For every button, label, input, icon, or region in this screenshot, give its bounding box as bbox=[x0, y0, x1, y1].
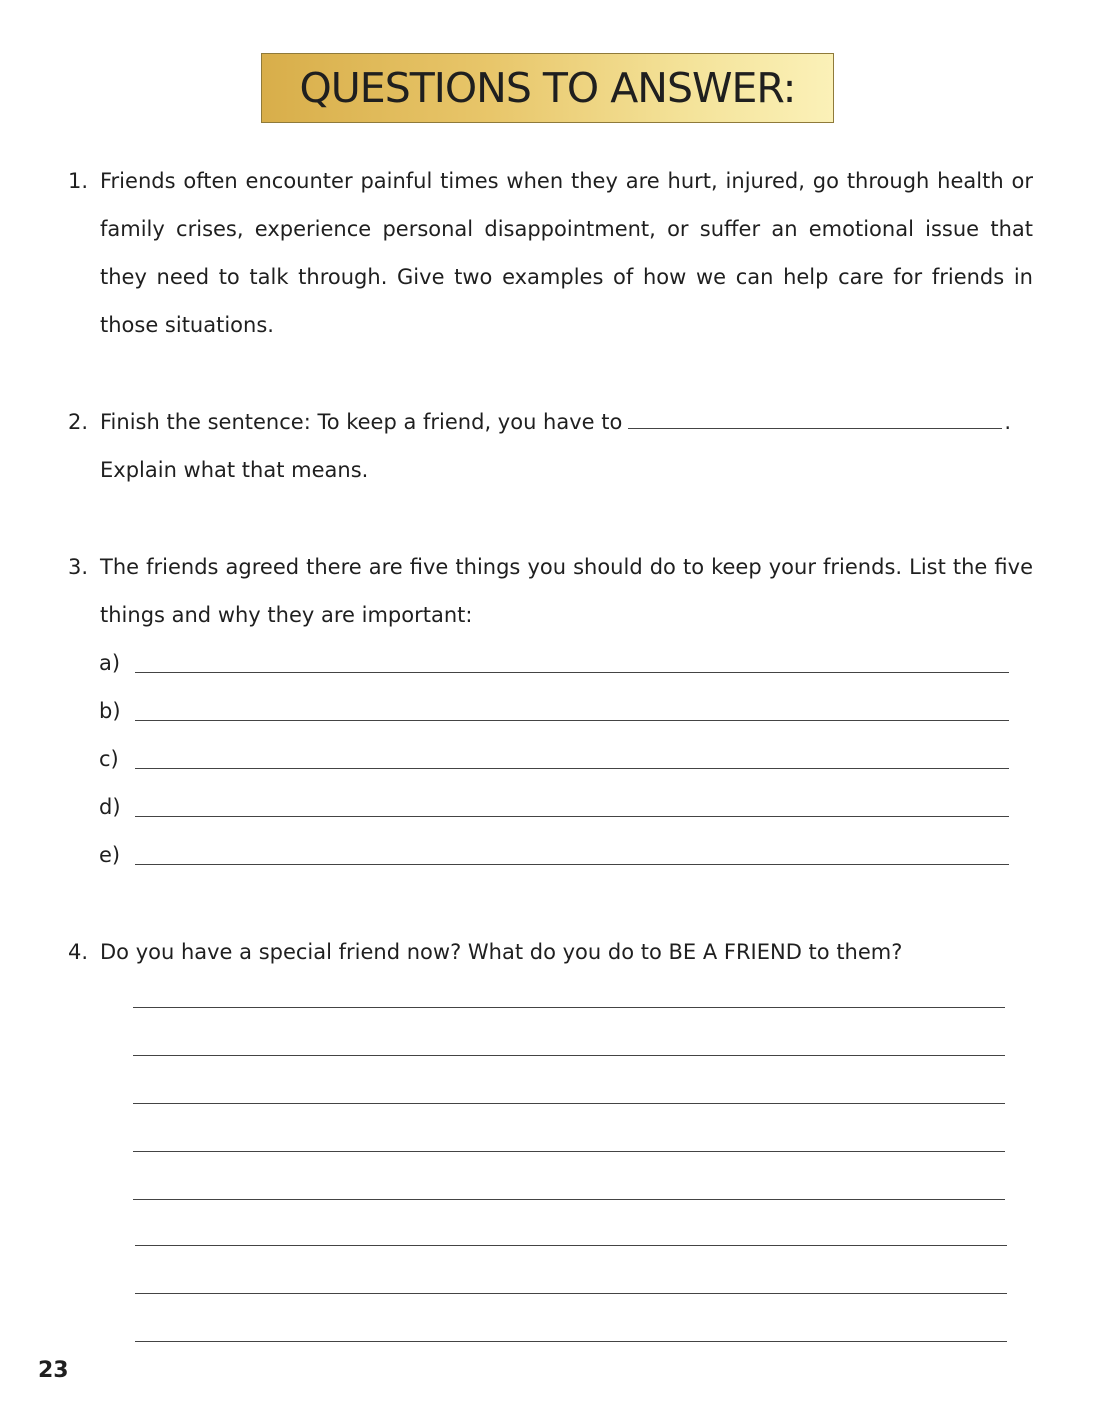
answer-line[interactable] bbox=[133, 1199, 1005, 1200]
answer-item-d bbox=[99, 783, 1009, 831]
answer-item-c bbox=[99, 735, 1009, 783]
answer-line[interactable] bbox=[135, 1245, 1007, 1246]
answer-line[interactable] bbox=[133, 1007, 1005, 1008]
question-2 bbox=[68, 398, 1033, 494]
answer-line[interactable] bbox=[133, 1103, 1005, 1104]
title-banner bbox=[261, 53, 834, 123]
answer-line[interactable] bbox=[135, 672, 1009, 673]
question-text: The friends agreed there are five things you should do to keep your friends. List the five things and why they are important: bbox=[100, 555, 1033, 627]
answer-line[interactable] bbox=[135, 1293, 1007, 1294]
question-text: Finish the sentence: To keep a friend, you have to bbox=[100, 410, 623, 434]
fill-in-blank[interactable] bbox=[628, 408, 1002, 429]
answer-line[interactable] bbox=[135, 864, 1009, 865]
item-letter: d) bbox=[99, 795, 121, 819]
answer-item-b bbox=[99, 687, 1009, 735]
question-text: Friends often encounter painful times when they are hurt, injured, go through health or family crises, experience personal disappointment, or suffer an emotional issue that they need to talk through. Give two examples of how we can help care for friends in those situations. bbox=[100, 169, 1033, 337]
question-text: Do you have a special friend now? What do you do to BE A FRIEND to them? bbox=[100, 940, 903, 964]
item-letter: c) bbox=[99, 747, 119, 771]
item-letter: a) bbox=[99, 651, 121, 675]
answer-item-e bbox=[99, 831, 1009, 879]
question-number: 3. bbox=[68, 555, 89, 579]
question-number: 2. bbox=[68, 410, 89, 434]
question-number: 4. bbox=[68, 940, 89, 964]
question-text-end: . bbox=[1004, 410, 1012, 434]
answer-line[interactable] bbox=[135, 720, 1009, 721]
question-1 bbox=[68, 157, 1033, 349]
answer-line[interactable] bbox=[135, 1341, 1007, 1342]
item-letter: b) bbox=[99, 699, 121, 723]
page-title: QUESTIONS TO ANSWER: bbox=[299, 64, 796, 112]
item-letter: e) bbox=[99, 843, 121, 867]
question-text-line2: Explain what that means. bbox=[100, 458, 369, 482]
question-number: 1. bbox=[68, 169, 89, 193]
answer-item-a bbox=[99, 639, 1009, 687]
answer-line[interactable] bbox=[133, 1151, 1005, 1152]
page-number: 23 bbox=[38, 1358, 69, 1383]
answer-line[interactable] bbox=[135, 816, 1009, 817]
answer-line[interactable] bbox=[135, 768, 1009, 769]
answer-line[interactable] bbox=[133, 1055, 1005, 1056]
question-3 bbox=[68, 543, 1033, 639]
question-4 bbox=[68, 928, 1033, 976]
